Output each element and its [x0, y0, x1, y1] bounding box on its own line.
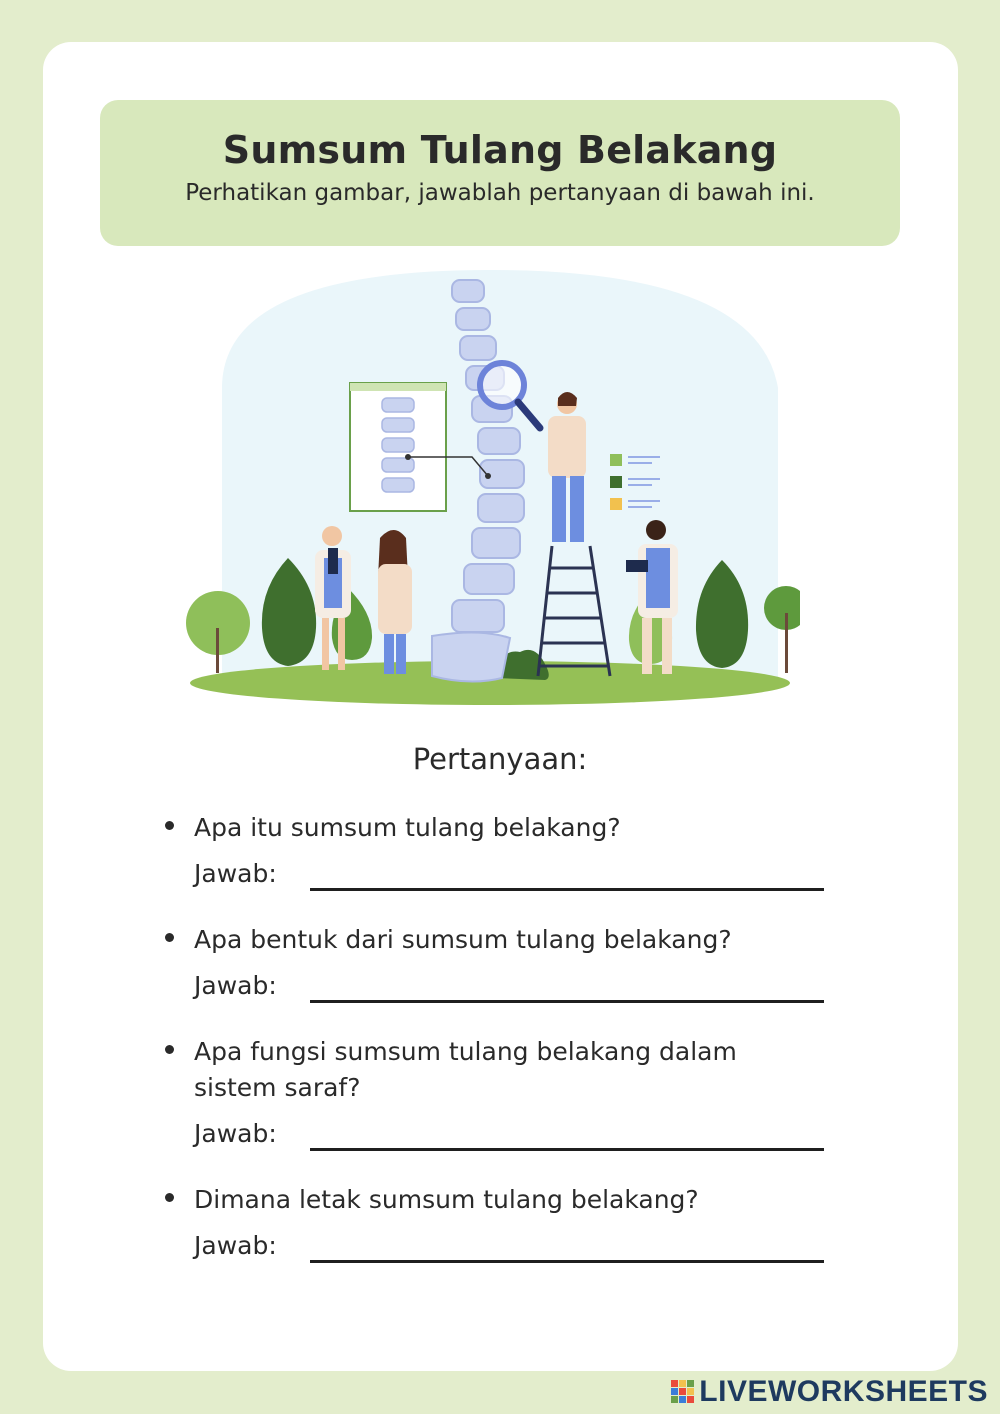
page-title: Sumsum Tulang Belakang: [222, 128, 778, 172]
brand-name: LIVEWORKSHEETS: [699, 1375, 988, 1408]
answer-label: Jawab:: [194, 971, 277, 1000]
brand-footer[interactable]: [671, 1374, 988, 1410]
questions-heading: Pertanyaan:: [412, 742, 588, 776]
answer-blank[interactable]: [310, 888, 824, 891]
answer-blank[interactable]: [310, 1000, 824, 1003]
question-text: Apa itu sumsum tulang belakang?: [194, 813, 621, 842]
bullet-icon: [165, 1193, 174, 1202]
bullet-icon: [165, 1045, 174, 1054]
answer-label: Jawab:: [194, 1231, 277, 1260]
answer-blank[interactable]: [310, 1148, 824, 1151]
answer-row: [194, 968, 824, 1008]
spine-illustration: [180, 268, 800, 713]
page-subtitle: Perhatikan gambar, jawablah pertanyaan di bawah ini.: [185, 180, 815, 206]
liveworksheets-logo-icon: [671, 1380, 695, 1404]
answer-row: [194, 856, 824, 896]
answer-row: [194, 1116, 824, 1156]
bullet-icon: [165, 933, 174, 942]
answer-blank[interactable]: [310, 1260, 824, 1263]
answer-label: Jawab:: [194, 1119, 277, 1148]
question-text: Apa fungsi sumsum tulang belakang dalam sistem saraf?: [194, 1037, 737, 1102]
question-text: Dimana letak sumsum tulang belakang?: [194, 1185, 699, 1214]
answer-row: [194, 1228, 824, 1268]
header-banner: [100, 100, 900, 246]
answer-label: Jawab:: [194, 859, 277, 888]
bullet-icon: [165, 821, 174, 830]
question-text: Apa bentuk dari sumsum tulang belakang?: [194, 925, 732, 954]
